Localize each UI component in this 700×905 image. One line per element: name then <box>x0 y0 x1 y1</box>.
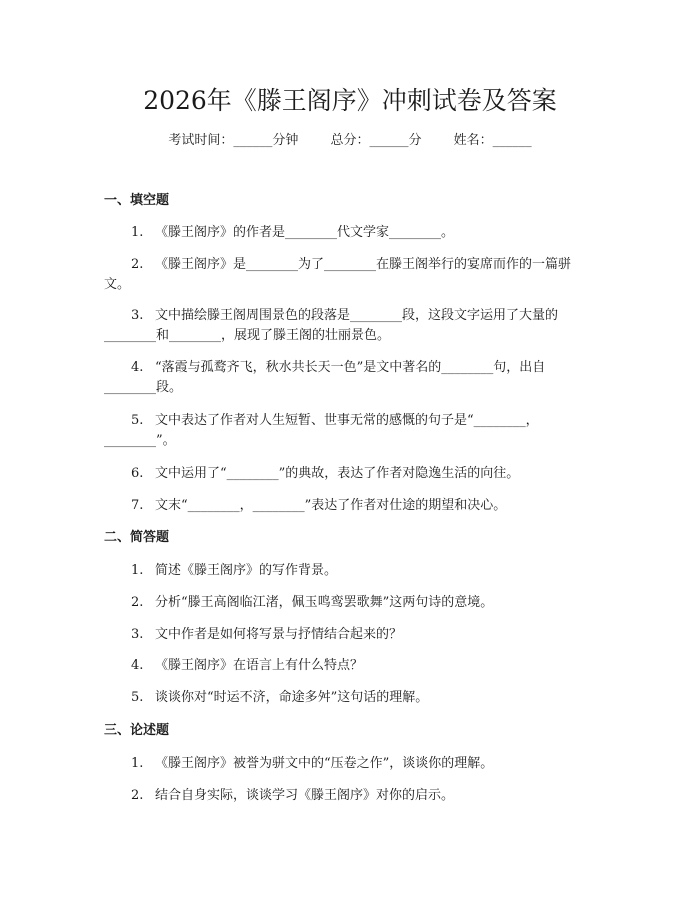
question-text: 分析“滕王高阁临江渚，佩玉鸣鸾罢歌舞”这两句诗的意境。 <box>155 595 494 610</box>
question-number: 1. <box>131 563 144 578</box>
question-item <box>104 411 604 450</box>
question-text: “落霞与孤鹜齐飞，秋水共长天一色”是文中著名的________句，出自 <box>155 360 546 375</box>
question-text: 《滕王阁序》的作者是________代文学家________。 <box>155 225 455 240</box>
question-item <box>104 786 604 806</box>
question-item <box>104 656 604 676</box>
question-item <box>104 593 604 613</box>
question-text-continued: ________段。 <box>104 379 183 395</box>
question-item <box>104 496 604 516</box>
question-number: 4. <box>131 658 144 673</box>
question-item <box>104 255 604 294</box>
question-item <box>104 754 604 774</box>
question-number: 3. <box>131 308 144 323</box>
question-item <box>104 625 604 645</box>
question-number: 2. <box>131 257 144 272</box>
question-item <box>104 688 604 708</box>
question-number: 6. <box>131 466 144 481</box>
question-number: 7. <box>131 498 144 513</box>
exam-info-line <box>0 132 700 150</box>
question-number: 4. <box>131 360 144 375</box>
question-item <box>104 306 604 345</box>
question-text-continued: ________和________，展现了滕王阁的壮丽景色。 <box>104 327 391 343</box>
question-text-continued: ________”。 <box>104 432 176 448</box>
question-number: 3. <box>131 627 144 642</box>
question-item <box>104 464 604 484</box>
question-text-continued: 文。 <box>104 276 131 292</box>
section-heading-short-answer: 二、简答题 <box>104 530 170 545</box>
question-text: 文中作者是如何将写景与抒情结合起来的？ <box>155 627 403 642</box>
page-title: 2026年《滕王阁序》冲刺试卷及答案 <box>143 86 557 115</box>
question-number: 2. <box>131 595 144 610</box>
question-text: 《滕王阁序》被誉为骈文中的“压卷之作”，谈谈你的理解。 <box>155 756 494 771</box>
question-text: 《滕王阁序》是________为了________在滕王阁举行的宴席而作的一篇骈 <box>155 257 572 272</box>
question-text: 简述《滕王阁序》的写作背景。 <box>155 563 338 578</box>
question-item <box>104 561 604 581</box>
question-number: 1. <box>131 225 144 240</box>
question-text: 《滕王阁序》在语言上有什么特点？ <box>155 658 364 673</box>
total-score: 总分：______分 <box>330 133 422 148</box>
question-item <box>104 358 604 397</box>
question-text: 文末“________，________”表达了作者对仕途的期望和决心。 <box>155 498 507 513</box>
question-number: 2. <box>131 788 144 803</box>
exam-time: 考试时间：______分钟 <box>168 133 299 148</box>
question-text: 文中运用了“________”的典故，表达了作者对隐逸生活的向往。 <box>155 466 520 481</box>
question-text: 结合自身实际，谈谈学习《滕王阁序》对你的启示。 <box>155 788 455 803</box>
section-heading-essay: 三、论述题 <box>104 723 170 738</box>
section-heading-fill-blank: 一、填空题 <box>104 193 170 208</box>
question-text: 文中表达了作者对人生短暂、世事无常的感慨的句子是“________， <box>155 413 539 428</box>
question-number: 5. <box>131 690 144 705</box>
question-item <box>104 223 604 243</box>
question-number: 1. <box>131 756 144 771</box>
question-text: 文中描绘滕王阁周围景色的段落是________段，这段文字运用了大量的 <box>155 308 559 323</box>
student-name: 姓名：______ <box>453 133 532 148</box>
question-text: 谈谈你对“时运不济，命途多舛”这句话的理解。 <box>155 690 429 705</box>
question-number: 5. <box>131 413 144 428</box>
